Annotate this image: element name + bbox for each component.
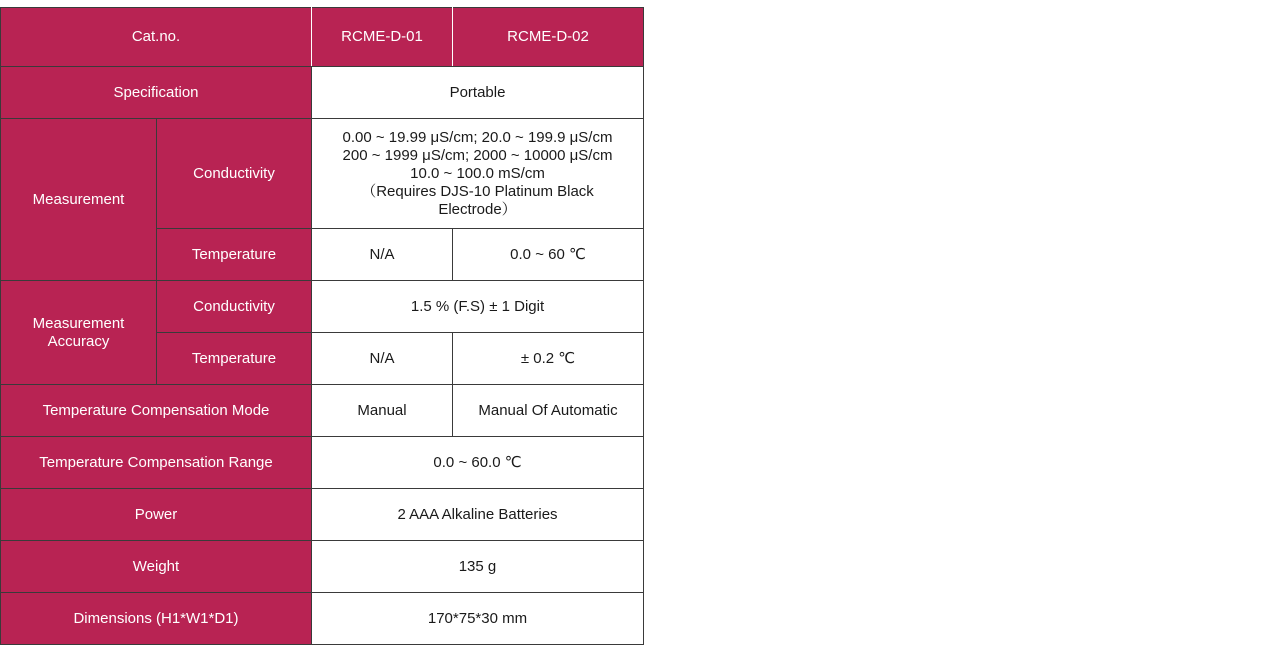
dimensions-label: Dimensions (H1*W1*D1) xyxy=(1,593,312,645)
row-weight xyxy=(1,541,644,593)
row-measurement-conductivity xyxy=(1,119,644,229)
conductivity-range-line-2: 200 ~ 1999 μS/cm; 2000 ~ 10000 μS/cm xyxy=(342,146,613,164)
row-compensation-mode xyxy=(1,385,644,437)
compensation-mode-label: Temperature Compensation Mode xyxy=(1,385,312,437)
conductivity-note-line-2: Electrode） xyxy=(438,200,517,218)
model-2-header: RCME-D-02 xyxy=(453,8,644,67)
compensation-mode-model-2: Manual Of Automatic xyxy=(453,385,644,437)
accuracy-label-line-1: Measurement xyxy=(32,314,125,332)
row-dimensions xyxy=(1,593,644,645)
row-accuracy-conductivity xyxy=(1,281,644,333)
measurement-temperature-model-1: N/A xyxy=(312,229,453,281)
measurement-conductivity-label: Conductivity xyxy=(157,119,312,229)
weight-value: 135 g xyxy=(312,541,644,593)
conductivity-range-line-1: 0.00 ~ 19.99 μS/cm; 20.0 ~ 199.9 μS/cm xyxy=(342,128,613,146)
accuracy-temperature-label: Temperature xyxy=(157,333,312,385)
spec-table xyxy=(0,7,644,645)
row-specification xyxy=(1,67,644,119)
model-1-header: RCME-D-01 xyxy=(312,8,453,67)
compensation-mode-model-1: Manual xyxy=(312,385,453,437)
conductivity-note-line-1: （Requires DJS-10 Platinum Black xyxy=(361,182,594,200)
accuracy-temperature-model-2: ± 0.2 ℃ xyxy=(453,333,644,385)
measurement-label: Measurement xyxy=(1,119,157,281)
row-power xyxy=(1,489,644,541)
accuracy-label xyxy=(1,281,157,385)
measurement-temperature-label: Temperature xyxy=(157,229,312,281)
compensation-range-value: 0.0 ~ 60.0 ℃ xyxy=(312,437,644,489)
specification-label: Specification xyxy=(1,67,312,119)
accuracy-temperature-model-1: N/A xyxy=(312,333,453,385)
specification-value: Portable xyxy=(312,67,644,119)
row-cat-no xyxy=(1,8,644,67)
power-value: 2 AAA Alkaline Batteries xyxy=(312,489,644,541)
weight-label: Weight xyxy=(1,541,312,593)
conductivity-range-line-3: 10.0 ~ 100.0 mS/cm xyxy=(410,164,545,182)
accuracy-conductivity-label: Conductivity xyxy=(157,281,312,333)
measurement-conductivity-value xyxy=(312,119,644,229)
compensation-range-label: Temperature Compensation Range xyxy=(1,437,312,489)
power-label: Power xyxy=(1,489,312,541)
row-compensation-range xyxy=(1,437,644,489)
accuracy-conductivity-value: 1.5 % (F.S) ± 1 Digit xyxy=(312,281,644,333)
cat-no-header: Cat.no. xyxy=(1,8,312,67)
measurement-temperature-model-2: 0.0 ~ 60 ℃ xyxy=(453,229,644,281)
dimensions-value: 170*75*30 mm xyxy=(312,593,644,645)
accuracy-label-line-2: Accuracy xyxy=(47,332,110,350)
